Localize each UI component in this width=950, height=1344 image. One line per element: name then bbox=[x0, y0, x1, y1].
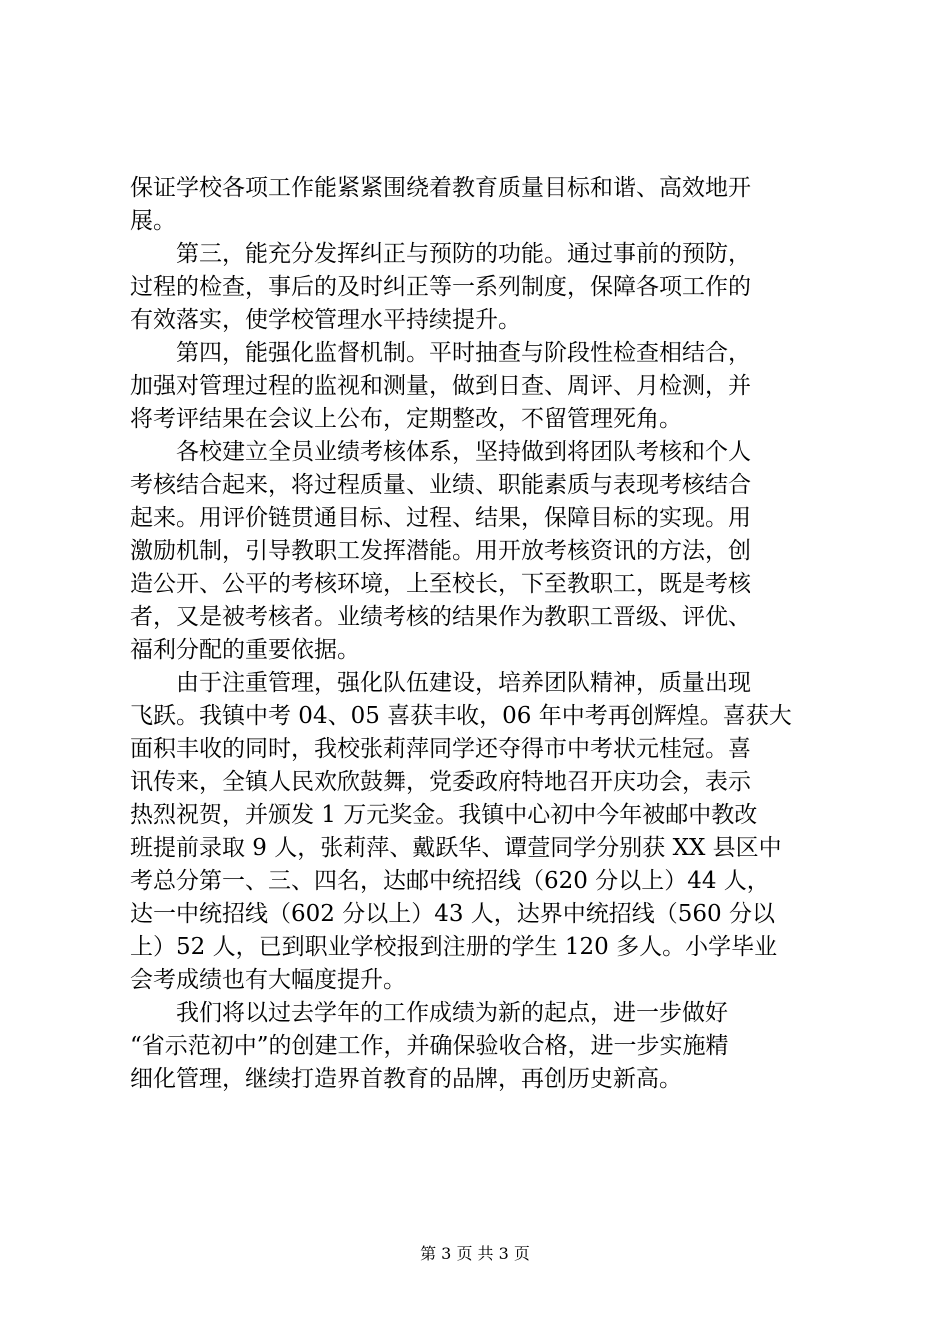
page-footer: 第 3 页 共 3 页 bbox=[420, 1244, 530, 1263]
text-line: 保证学校各项工作能紧紧围绕着教育质量目标和谐、高效地开 bbox=[130, 175, 751, 201]
text-line: 飞跃。我镇中考 04、05 喜获丰收，06 年中考再创辉煌。喜获大 bbox=[130, 703, 792, 729]
text-line: 班提前录取 9 人，张莉萍、戴跃华、谭萱同学分别获 XX 县区中 bbox=[130, 835, 782, 861]
text-line: 我们将以过去学年的工作成绩为新的起点，进一步做好 bbox=[130, 1000, 728, 1026]
text-line: 加强对管理过程的监视和测量，做到日查、周评、月检测，并 bbox=[130, 373, 751, 399]
text-line: 第四，能强化监督机制。平时抽查与阶段性检查相结合， bbox=[130, 340, 751, 366]
text-line: 有效落实，使学校管理水平持续提升。 bbox=[130, 307, 521, 333]
text-line: 会考成绩也有大幅度提升。 bbox=[130, 967, 406, 993]
text-line: 过程的检查，事后的及时纠正等一系列制度，保障各项工作的 bbox=[130, 274, 751, 300]
text-line: 由于注重管理，强化队伍建设，培养团队精神，质量出现 bbox=[130, 670, 751, 696]
text-line: 考核结合起来，将过程质量、业绩、职能素质与表现考核结合 bbox=[130, 472, 751, 498]
text-line: 福利分配的重要依据。 bbox=[130, 637, 360, 663]
text-line: 者，又是被考核者。业绩考核的结果作为教职工晋级、评优、 bbox=[130, 604, 751, 630]
text-line: 展。 bbox=[130, 208, 176, 234]
text-line: 第三，能充分发挥纠正与预防的功能。通过事前的预防， bbox=[130, 241, 751, 267]
text-line: 细化管理，继续打造界首教育的品牌，再创历史新高。 bbox=[130, 1066, 682, 1092]
text-line: 上）52 人，已到职业学校报到注册的学生 120 多人。小学毕业 bbox=[130, 934, 778, 960]
text-line: 将考评结果在会议上公布，定期整改，不留管理死角。 bbox=[130, 406, 682, 432]
text-line: 造公开、公平的考核环境，上至校长，下至教职工，既是考核 bbox=[130, 571, 751, 597]
text-line: 起来。用评价链贯通目标、过程、结果，保障目标的实现。用 bbox=[130, 505, 751, 531]
text-line: 热烈祝贺，并颁发 1 万元奖金。我镇中心初中今年被邮中教改 bbox=[130, 802, 758, 828]
text-line: 面积丰收的同时，我校张莉萍同学还夺得市中考状元桂冠。喜 bbox=[130, 736, 751, 762]
text-line: 各校建立全员业绩考核体系，坚持做到将团队考核和个人 bbox=[130, 439, 751, 465]
text-line: 激励机制，引导教职工发挥潜能。用开放考核资讯的方法，创 bbox=[130, 538, 751, 564]
text-line: “省示范初中”的创建工作，并确保验收合格，进一步实施精 bbox=[130, 1033, 729, 1059]
text-line: 讯传来，全镇人民欢欣鼓舞，党委政府特地召开庆功会，表示 bbox=[130, 769, 751, 795]
text-line: 考总分第一、三、四名，达邮中统招线（620 分以上）44 人， bbox=[130, 868, 770, 894]
text-line: 达一中统招线（602 分以上）43 人，达界中统招线（560 分以 bbox=[130, 901, 775, 927]
document-body bbox=[130, 172, 830, 1096]
